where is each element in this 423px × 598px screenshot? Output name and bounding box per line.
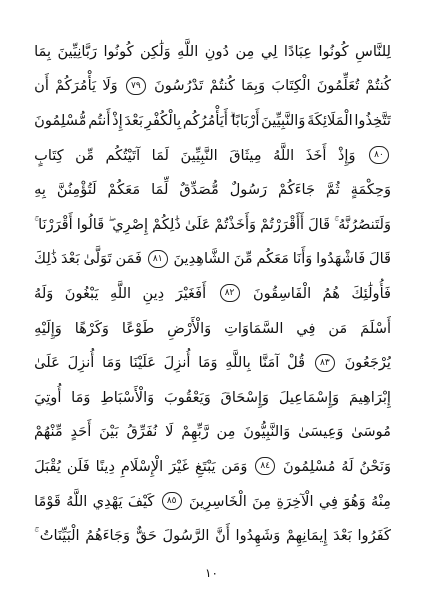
verse-word: لِي	[260, 42, 278, 60]
verse-word: وَجَاءَهُمُ	[85, 527, 131, 545]
verse-word: أَن	[34, 77, 49, 95]
verse-word: وَعِيسَىٰ	[298, 423, 344, 441]
verse-word: اللَّهِ	[109, 284, 132, 302]
verse-word: يُقْبَلَ	[34, 457, 61, 475]
verse-word: ثُمَّ	[325, 181, 340, 199]
verse-word: تَتَّخِذُوا	[354, 111, 391, 129]
text-line	[34, 242, 391, 277]
verse-word: وَإِذْ	[337, 146, 356, 164]
verse-word: وَالنَّبِيُّونَ	[243, 423, 291, 441]
verse-word: إِيمَانِهِمْ	[285, 527, 328, 545]
verse-end-marker: ٨١	[148, 250, 168, 268]
verse-word: قُلْ	[287, 354, 306, 372]
verse-word: دُونِ	[204, 42, 230, 60]
verse-end-marker: ٨٢	[220, 284, 240, 302]
verse-word: وَلَٰكِن	[140, 42, 171, 60]
verse-word: مَعَكُمْ	[107, 181, 141, 199]
verse-word: السَّمَاوَاتِ	[224, 319, 284, 337]
verse-word: إِذْ	[112, 111, 123, 129]
verse-word: قَالَ	[368, 250, 391, 268]
verse-word: كَفَرُوا	[357, 527, 391, 545]
verse-word: وَمَن	[221, 457, 248, 475]
verse-word: كِتَابٍ	[34, 146, 64, 164]
verse-word: مِنَ	[252, 492, 272, 510]
verse-word: وَإِسْحَاقَ	[220, 388, 270, 406]
verse-word: يَبْتَغِ	[194, 457, 216, 475]
verse-word: رَّبِّهِمْ	[181, 423, 209, 441]
verse-word: مُوسَىٰ	[351, 423, 391, 441]
verse-word: وَالْأَسْبَاطِ	[100, 388, 155, 406]
verse-word: الْآخِرَةِ	[276, 492, 314, 510]
verse-word: مِنْهُ	[370, 492, 391, 510]
verse-word: وَنَحْنُ	[359, 457, 391, 475]
verse-word: طَوْعًا	[121, 319, 155, 337]
verse-word: وَكَرْهًا	[74, 319, 109, 337]
verse-word: أُنزِلَ	[67, 354, 95, 372]
verse-word: كُنتُمْ	[365, 77, 391, 95]
verse-word: آمَنَّا	[258, 354, 280, 372]
verse-word: دِينًا	[95, 457, 115, 475]
verse-segment	[390, 155, 391, 156]
verse-end-marker: ٨٣	[315, 354, 335, 372]
verse-word: بِهِ	[34, 181, 46, 199]
verse-word: عَلَىٰ	[184, 215, 211, 233]
text-line	[34, 276, 391, 311]
verse-end-marker: ٨٤	[255, 457, 275, 475]
verse-word: وَحِكْمَةٍ	[350, 181, 391, 199]
verse-word: كُنتُمْ	[209, 77, 235, 95]
verse-word: وَلَا	[102, 77, 118, 95]
verse-word: وَإِسْمَاعِيلَ	[278, 388, 340, 406]
verse-word: لَهُ	[341, 457, 354, 475]
verse-word: دِينِ	[142, 284, 165, 302]
verse-word: يَأْمُرَكُمْ	[55, 77, 97, 95]
verse-word: عَلَىٰ	[34, 354, 60, 372]
verse-word: لِلنَّاسِ	[355, 42, 391, 60]
verse-word: إِبْرَاهِيمَ	[348, 388, 391, 406]
verse-word: وَمَا	[102, 354, 122, 372]
verse-word: أَأَقْرَرْتُمْ	[260, 215, 305, 233]
verse-word: جَاءَكُمْ	[278, 181, 316, 199]
verse-word: وَيَعْقُوبَ	[163, 388, 211, 406]
verse-word: عِبَادًا	[283, 42, 313, 60]
verse-word: وَالنَّبِيِّينَ	[261, 111, 306, 129]
verse-word: آتَيْتُكُم	[105, 146, 141, 164]
verse-word: هُمُ	[322, 284, 340, 302]
text-line	[34, 449, 391, 484]
verse-word: لَا	[165, 423, 174, 441]
verse-word: ذَٰلِكَ	[34, 250, 58, 268]
verse-word: أَقْرَرْنَا	[38, 215, 73, 233]
verse-word: لِّمَا	[151, 181, 169, 199]
verse-word: الْبَيِّنَاتُ	[39, 527, 80, 545]
text-line	[34, 138, 391, 173]
verse-word: بَعْدَ	[124, 111, 144, 129]
verse-word: بَعْدَ	[61, 250, 80, 268]
verse-word: تَوَلَّىٰ	[83, 250, 112, 268]
verse-word: عَلَيْنَا	[129, 354, 156, 372]
text-line	[34, 484, 391, 519]
verse-word: اللَّهُ	[66, 492, 88, 510]
verse-word: مِن	[216, 423, 236, 441]
verse-word: اللَّهُ	[273, 146, 295, 164]
verse-word: فِي	[318, 492, 338, 510]
verse-word: أَخَذَ	[305, 146, 327, 164]
verse-word: اللَّهِ	[177, 42, 199, 60]
text-line	[34, 415, 391, 450]
verse-word: ذَٰلِكُمْ	[152, 215, 181, 233]
verse-word: وَإِلَيْهِ	[34, 319, 62, 337]
verse-word: مُسْلِمُونَ	[283, 457, 336, 475]
verse-word: حَقٌّ	[135, 527, 157, 545]
verse-word: مِّنْهُمْ	[34, 423, 63, 441]
text-line	[34, 311, 391, 346]
text-line	[34, 380, 391, 415]
verse-word: يَهْدِي	[92, 492, 123, 510]
verse-word: رَبَّانِيِّينَ	[57, 42, 97, 60]
verse-word: رَسُولٌ	[229, 181, 268, 199]
verse-word: مِن	[235, 42, 255, 60]
verse-word: أَفَغَيْرَ	[175, 284, 207, 302]
text-line	[34, 69, 391, 104]
verse-word: مَن	[328, 319, 348, 337]
text-line	[34, 207, 391, 242]
verse-word: قَالُوا	[76, 215, 105, 233]
verse-word: الْكِتَابَ	[271, 77, 311, 95]
verse-word: فَلَن	[66, 457, 90, 475]
verse-word: لَمَا	[151, 146, 170, 164]
text-line	[34, 345, 391, 380]
verse-word: وَلَهُ	[34, 284, 54, 302]
verse-word: مِّن	[75, 146, 95, 164]
verse-word: قَالَ	[308, 215, 331, 233]
verse-word: وَأَخَذْتُمْ	[214, 215, 257, 233]
verse-word: بَعْدَ	[333, 527, 352, 545]
verse-word: الرَّسُولَ	[162, 527, 210, 545]
quran-text-block	[34, 34, 391, 553]
verse-word: وَشَهِدُوا	[235, 527, 281, 545]
verse-word: أَرْبَابًا	[231, 111, 260, 129]
verse-word: بِالْكُفْرِ	[144, 111, 182, 129]
verse-word: وَهُوَ	[343, 492, 366, 510]
verse-word: وَمَا	[198, 354, 218, 372]
verse-word: أَسْلَمَ	[360, 319, 391, 337]
verse-word: الْمَلَائِكَةَ	[307, 111, 353, 129]
verse-word: كَيْفَ	[127, 492, 155, 510]
verse-word: مُّصَدِّقٌ	[179, 181, 219, 199]
verse-word: وَلَتَنصُرُنَّهُ	[338, 215, 391, 233]
verse-word: الْفَاسِقُونَ	[252, 284, 312, 302]
verse-word: الشَّاهِدِينَ	[173, 250, 230, 268]
page-number: ١٠	[205, 566, 218, 580]
verse-word: غَيْرَ	[169, 457, 190, 475]
verse-word: تَدْرُسُونَ	[154, 77, 204, 95]
verse-word: يَبْغُونَ	[64, 284, 99, 302]
verse-word: مَعَكُم	[256, 250, 289, 268]
verse-word: نُفَرِّقُ	[126, 423, 158, 441]
verse-word: تُعَلِّمُونَ	[316, 77, 360, 95]
verse-word: وَمَا	[71, 388, 91, 406]
verse-word: فَمَن	[115, 250, 142, 268]
verse-word: كُونُوا	[103, 42, 134, 60]
verse-word: أَحَدٍ	[70, 423, 92, 441]
verse-end-marker: ٨٠	[369, 146, 389, 164]
verse-word: وَبِمَا	[241, 77, 266, 95]
verse-word: كُونُوا	[318, 42, 349, 60]
verse-word: أُوتِيَ	[34, 388, 62, 406]
verse-word: أَنتُم	[88, 111, 111, 129]
verse-end-marker: ٨٥	[162, 492, 182, 510]
verse-word: الْإِسْلَامِ	[120, 457, 164, 475]
verse-end-marker: ٧٩	[126, 77, 146, 95]
verse-word: مِيثَاقَ	[229, 146, 262, 164]
verse-word: يُرْجَعُونَ	[344, 354, 391, 372]
verse-word: فِي	[296, 319, 316, 337]
verse-word: وَالْأَرْضِ	[167, 319, 212, 337]
verse-word: لَتُؤْمِنُنَّ	[56, 181, 97, 199]
verse-word: الْخَاسِرِينَ	[189, 492, 247, 510]
verse-word: بَيْنَ	[99, 423, 119, 441]
verse-word: بِاللَّهِ	[225, 354, 251, 372]
verse-word: فَاشْهَدُوا	[316, 250, 366, 268]
verse-word: النَّبِيِّينَ	[180, 146, 218, 164]
text-line	[34, 172, 391, 207]
verse-word: أَيَأْمُرُكُم	[182, 111, 228, 129]
verse-word: أُنزِلَ	[163, 354, 191, 372]
text-line	[34, 103, 391, 138]
verse-word: وَأَنَا	[292, 250, 313, 268]
verse-word: مِّنَ	[233, 250, 253, 268]
verse-word: قَوْمًا	[34, 492, 61, 510]
verse-word: بِمَا	[34, 42, 52, 60]
text-line	[34, 518, 391, 553]
verse-word: أَنَّ	[215, 527, 230, 545]
verse-word: فَأُولَٰئِكَ	[351, 284, 391, 302]
verse-word: إِصْرِي	[112, 215, 149, 233]
text-line	[34, 34, 391, 69]
verse-word: مُّسْلِمُونَ	[34, 111, 87, 129]
